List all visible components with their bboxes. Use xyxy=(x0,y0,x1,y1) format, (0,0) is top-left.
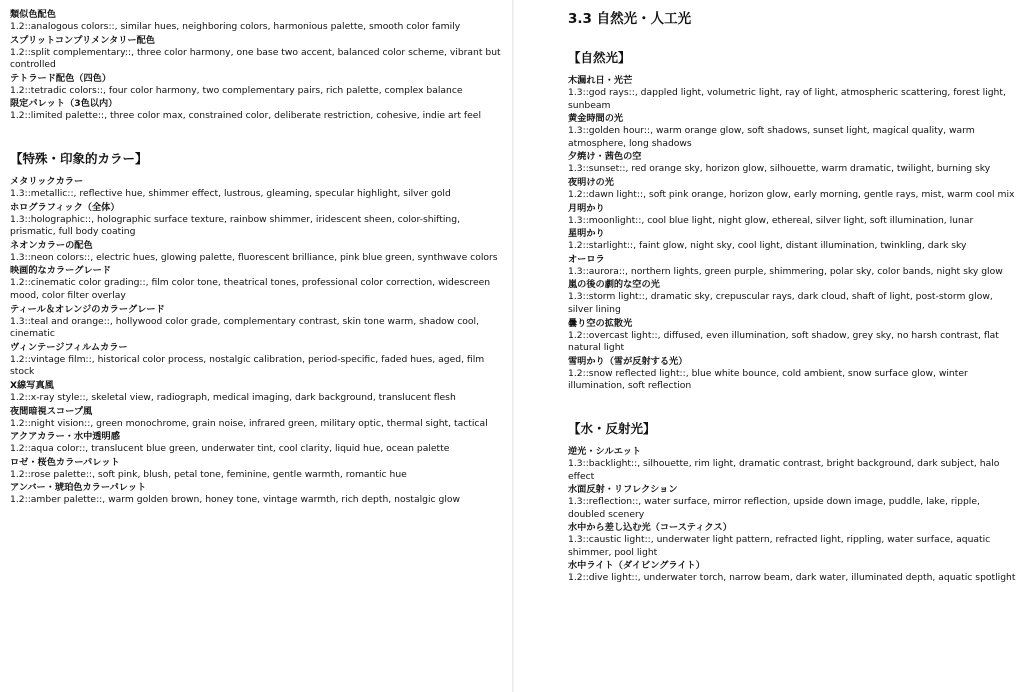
list-item xyxy=(10,341,502,379)
list-item xyxy=(568,150,1016,176)
entry-term: X線写真風 xyxy=(10,379,54,391)
entry-term: 月明かり xyxy=(568,202,605,214)
entry-term: オーロラ xyxy=(568,253,605,265)
entry-term: 曇り空の拡散光 xyxy=(568,317,633,329)
entry-description: 1.3::backlight::, silhouette, rim light, dramatic contrast, bright background, dark subject, halo effect xyxy=(568,457,1000,482)
list-item xyxy=(568,202,1016,228)
entry-description: 1.3::metallic::, reflective hue, shimmer effect, lustrous, gleaming, specular highlight, silver gold xyxy=(10,187,451,199)
entry-description: 1.2::aqua color::, translucent blue green, underwater tint, cool clarity, liquid hue, ocean palette xyxy=(10,443,450,455)
page-title: 3.3 自然光・人工光 xyxy=(568,11,692,27)
entry-term: 逆光・シルエット xyxy=(568,445,642,457)
entry-description: 1.2::cinematic color grading::, film color tone, theatrical tones, professional color correction, widescreen mood, color filter overlay xyxy=(10,277,491,301)
list-item xyxy=(10,97,502,123)
entry-description: 1.2::vintage film::, historical color process, nostalgic calibration, period-specific, faded hues, aged, film stock xyxy=(10,353,485,378)
entry-term: 水中から差し込む光（コースティクス） xyxy=(568,522,732,534)
entry-term: 夜明けの光 xyxy=(568,176,614,188)
entry-list-natural xyxy=(568,74,1016,393)
entry-description: 1.3::sunset::, red orange sky, horizon glow, silhouette, warm dramatic, twilight, burning sky xyxy=(568,163,991,175)
list-item xyxy=(568,176,1016,202)
entry-description: 1.2::overcast light::, diffused, even illumination, soft shadow, grey sky, no harsh contrast, flat natural light xyxy=(568,329,999,354)
entry-term: 水中ライト（ダイビングライト） xyxy=(568,560,705,572)
entry-term: ヴィンテージフィルムカラー xyxy=(10,341,128,353)
list-item xyxy=(568,74,1016,112)
list-item xyxy=(10,72,502,98)
entry-term: メタリックカラー xyxy=(10,175,84,187)
entry-list-top xyxy=(10,8,502,123)
entry-description: 1.3::neon colors::, electric hues, glowing palette, fluorescent brilliance, pink blue green, synthwave colors xyxy=(10,251,498,263)
list-item xyxy=(568,521,1016,559)
entry-term: 雪明かり（雪が反射する光） xyxy=(568,355,688,367)
entry-description: 1.2::starlight::, faint glow, night sky, cool light, distant illumination, twinkling, dark sky xyxy=(568,240,967,252)
list-item xyxy=(568,559,1016,585)
entry-description: 1.3::god rays::, dappled light, volumetric light, ray of light, atmospheric scattering, forest light, sunbeam xyxy=(568,87,1006,111)
list-item xyxy=(10,239,502,265)
section-heading-water-reflection: 【水・反射光】 xyxy=(568,420,656,436)
list-item xyxy=(568,355,1016,393)
entry-term: 夜間暗視スコープ風 xyxy=(10,405,93,417)
entry-term: 類似色配色 xyxy=(10,9,56,20)
entry-list-water xyxy=(568,445,1016,585)
section-heading-natural-light: 【自然光】 xyxy=(568,50,631,65)
list-item xyxy=(10,201,502,239)
list-item xyxy=(10,175,502,201)
entry-term: ホログラフィック（全体） xyxy=(10,201,120,213)
entry-description: 1.3::teal and orange::, hollywood color grade, complementary contrast, skin tone warm, shadow cool, cinematic xyxy=(10,315,479,340)
entry-description: 1.3::reflection::, water surface, mirror reflection, upside down image, puddle, lake, ripple, doubled scenery xyxy=(568,496,980,520)
entry-description: 1.3::caustic light::, underwater light pattern, refracted light, rippling, water surface, aquatic shimmer, pool light xyxy=(568,534,991,558)
entry-description: 1.2::night vision::, green monochrome, grain noise, infrared green, military optic, thermal sight, tactical xyxy=(10,417,488,429)
list-item xyxy=(568,253,1016,279)
list-item xyxy=(10,481,502,507)
entry-term: 黄金時間の光 xyxy=(568,113,624,125)
entry-term: 水面反射・リフレクション xyxy=(568,484,678,496)
list-item xyxy=(10,8,502,34)
entry-term: 星明かり xyxy=(568,228,605,240)
entry-term: 夕焼け・茜色の空 xyxy=(568,151,642,163)
entry-term: ロゼ・桜色カラーパレット xyxy=(10,456,120,468)
entry-term: 木漏れ日・光芒 xyxy=(568,75,633,86)
list-item xyxy=(10,34,502,72)
section-heading-special-colors: 【特殊・印象的カラー】 xyxy=(10,150,148,166)
entry-description: 1.2::dive light::, underwater torch, narrow beam, dark water, illuminated depth, aquatic spotlight xyxy=(568,572,1016,584)
entry-description: 1.2::tetradic colors::, four color harmony, two complementary pairs, rich palette, complex balance xyxy=(10,84,463,96)
list-item xyxy=(568,112,1016,150)
list-item xyxy=(10,303,502,341)
entry-term: ネオンカラーの配色 xyxy=(10,239,93,251)
list-item xyxy=(568,227,1016,253)
entry-description: 1.2::dawn light::, soft pink orange, horizon glow, early morning, gentle rays, mist, warm cool mix xyxy=(568,188,1015,200)
entry-term: ティール＆オレンジのカラーグレード xyxy=(10,303,165,315)
entry-description: 1.2::rose palette::, soft pink, blush, petal tone, feminine, gentle warmth, romantic hue xyxy=(10,468,407,480)
entry-list-special xyxy=(10,175,502,507)
entry-description: 1.2::split complementary::, three color harmony, one base two accent, balanced color scheme, vibrant but controlled xyxy=(10,46,501,71)
entry-description: 1.2::x-ray style::, skeletal view, radiograph, medical imaging, dark background, translucent flesh xyxy=(10,391,456,403)
list-item xyxy=(568,445,1016,483)
entry-description: 1.3::aurora::, northern lights, green purple, shimmering, polar sky, color bands, night sky glow xyxy=(568,265,1003,277)
entry-description: 1.2::amber palette::, warm golden brown, honey tone, vintage warmth, rich depth, nostalgic glow xyxy=(10,494,461,506)
entry-description: 1.2::limited palette::, three color max, constrained color, deliberate restriction, cohesive, indie art feel xyxy=(10,110,482,122)
entry-description: 1.3::moonlight::, cool blue light, night glow, ethereal, silver light, soft illumination, lunar xyxy=(568,214,974,226)
entry-description: 1.3::holographic::, holographic surface texture, rainbow shimmer, iridescent sheen, color-shifting, prismatic, full body coating xyxy=(10,213,460,238)
entry-description: 1.2::analogous colors::, similar hues, neighboring colors, harmonious palette, smooth color family xyxy=(10,21,461,32)
list-item xyxy=(10,405,502,431)
entry-term: テトラード配色（四色） xyxy=(10,72,112,84)
list-item xyxy=(10,379,502,405)
list-item xyxy=(568,483,1016,521)
list-item xyxy=(10,430,502,456)
entry-description: 1.3::storm light::, dramatic sky, crepuscular rays, dark cloud, shaft of light, post-storm glow, silver lining xyxy=(568,291,993,315)
list-item xyxy=(10,456,502,482)
entry-term: スプリットコンプリメンタリー配色 xyxy=(10,34,155,46)
entry-term: アンバー・琥珀色カラーパレット xyxy=(10,482,147,494)
list-item xyxy=(568,317,1016,355)
entry-term: 限定パレット（3色以内） xyxy=(10,98,118,110)
right-page xyxy=(514,0,1024,692)
entry-description: 1.3::golden hour::, warm orange glow, soft shadows, sunset light, magical quality, warm atmosphere, long shadows xyxy=(568,125,975,149)
entry-term: 映画的なカラーグレード xyxy=(10,265,112,277)
list-item xyxy=(10,264,502,302)
entry-term: アクアカラー・水中透明感 xyxy=(10,431,120,443)
list-item xyxy=(568,278,1016,316)
entry-description: 1.2::snow reflected light::, blue white bounce, cold ambient, snow surface glow, winter illumination, soft reflection xyxy=(568,367,968,392)
entry-term: 嵐の後の劇的な空の光 xyxy=(568,279,660,291)
